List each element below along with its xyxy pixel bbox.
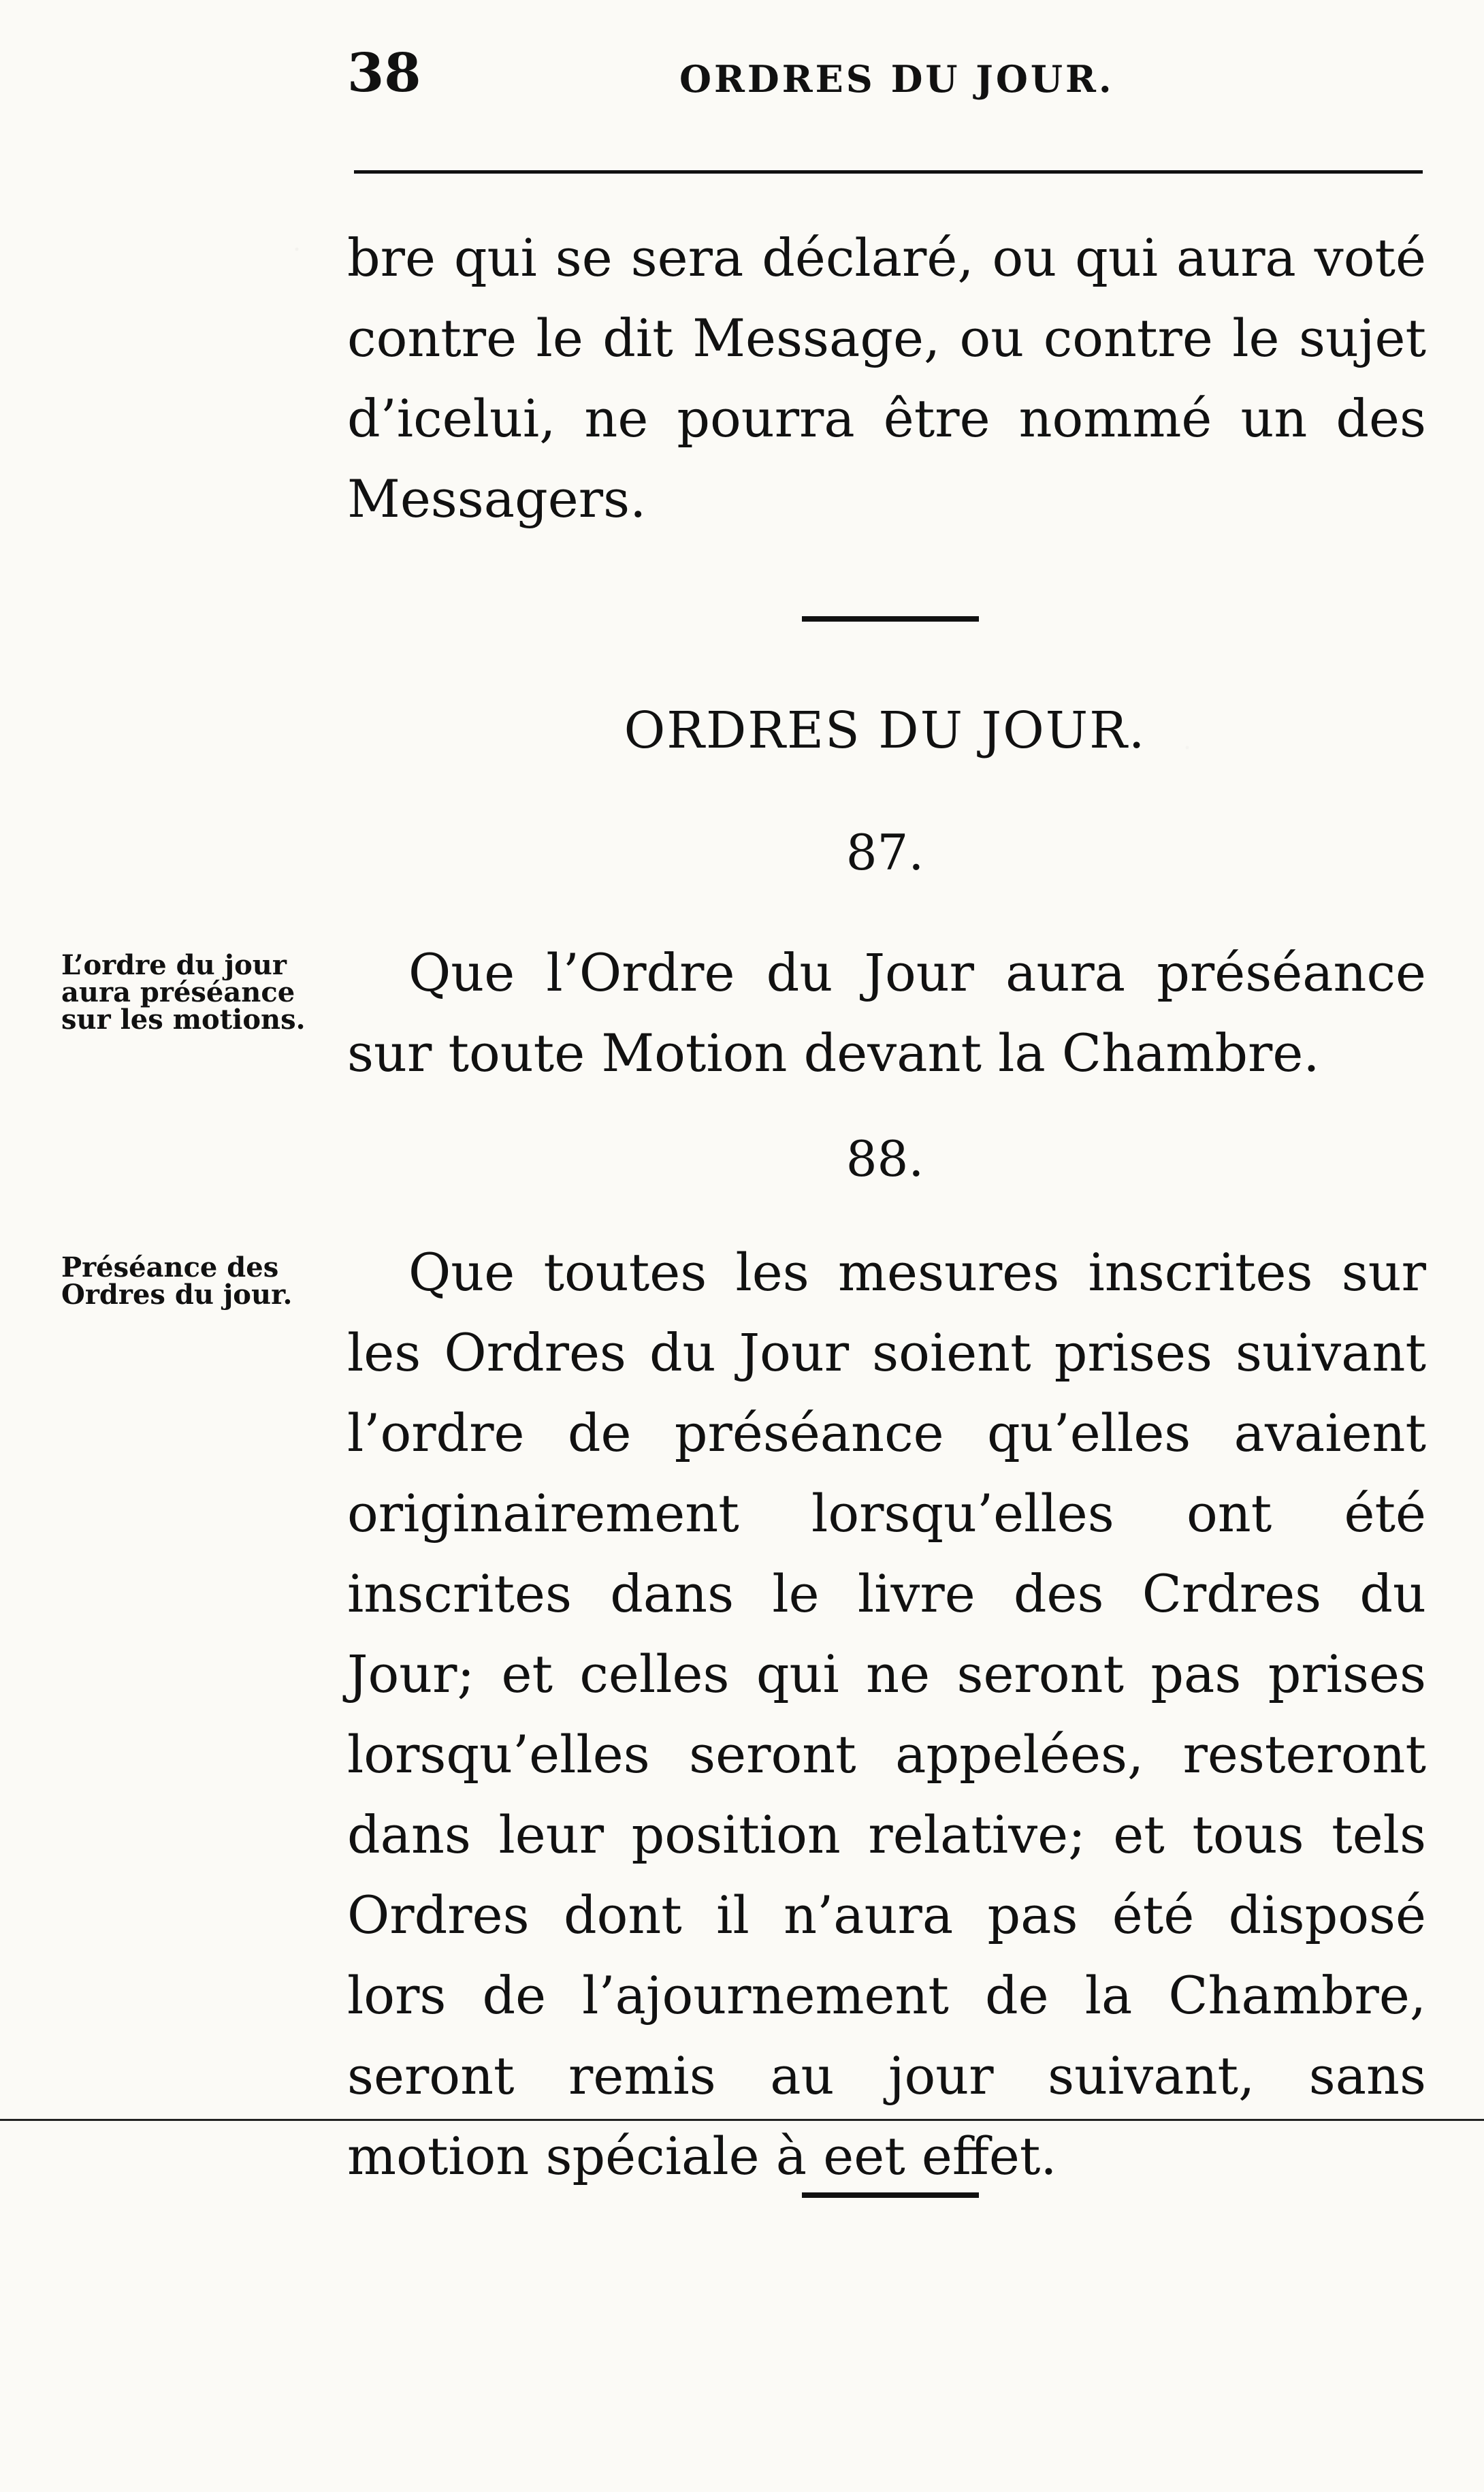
page-number: 38 <box>347 42 421 104</box>
end-ornament <box>802 2192 979 2198</box>
continuation-paragraph: bre qui se sera déclaré, ou qui aura voté contre le dit Message, ou contre le sujet d’icelui, ne pourra être nommé un des Messagers. <box>347 227 1426 529</box>
article-number: 88. <box>845 1130 924 1187</box>
article-paragraph: Que l’Ordre du Jour aura préséance sur toute Motion devant la Chambre. <box>347 942 1426 1083</box>
margin-note: L’ordre du jour aura préséance sur les motions. <box>61 949 306 1036</box>
margin-note: Préséance des Ordres du jour. <box>61 1251 293 1311</box>
article-paragraph: Que toutes les mesures inscrites sur les Ordres du Jour soient prises suivant l’ordre de préséance qu’elles avaient originairement lorsqu’elles ont été inscrites dans le livre des Crdres du Jour; et celles qui ne seront pas prises lorsqu’elles seront appelées, resteront dans leur position relative; et tous tels Ordres dont il n’aura pas été disposé lors de l’ajournement de la Chambre, seront remis au jour suivant, sans motion spéciale à eet effet. <box>347 1242 1426 2186</box>
section-title: ORDRES DU JOUR. <box>624 701 1146 760</box>
running-title: ORDRES DU JOUR. <box>679 57 1114 101</box>
header-rule <box>354 170 1423 174</box>
article-number: 87. <box>845 824 924 881</box>
running-header <box>347 42 1423 124</box>
page-fold-line <box>0 2119 1484 2121</box>
section-divider-ornament <box>802 616 979 622</box>
